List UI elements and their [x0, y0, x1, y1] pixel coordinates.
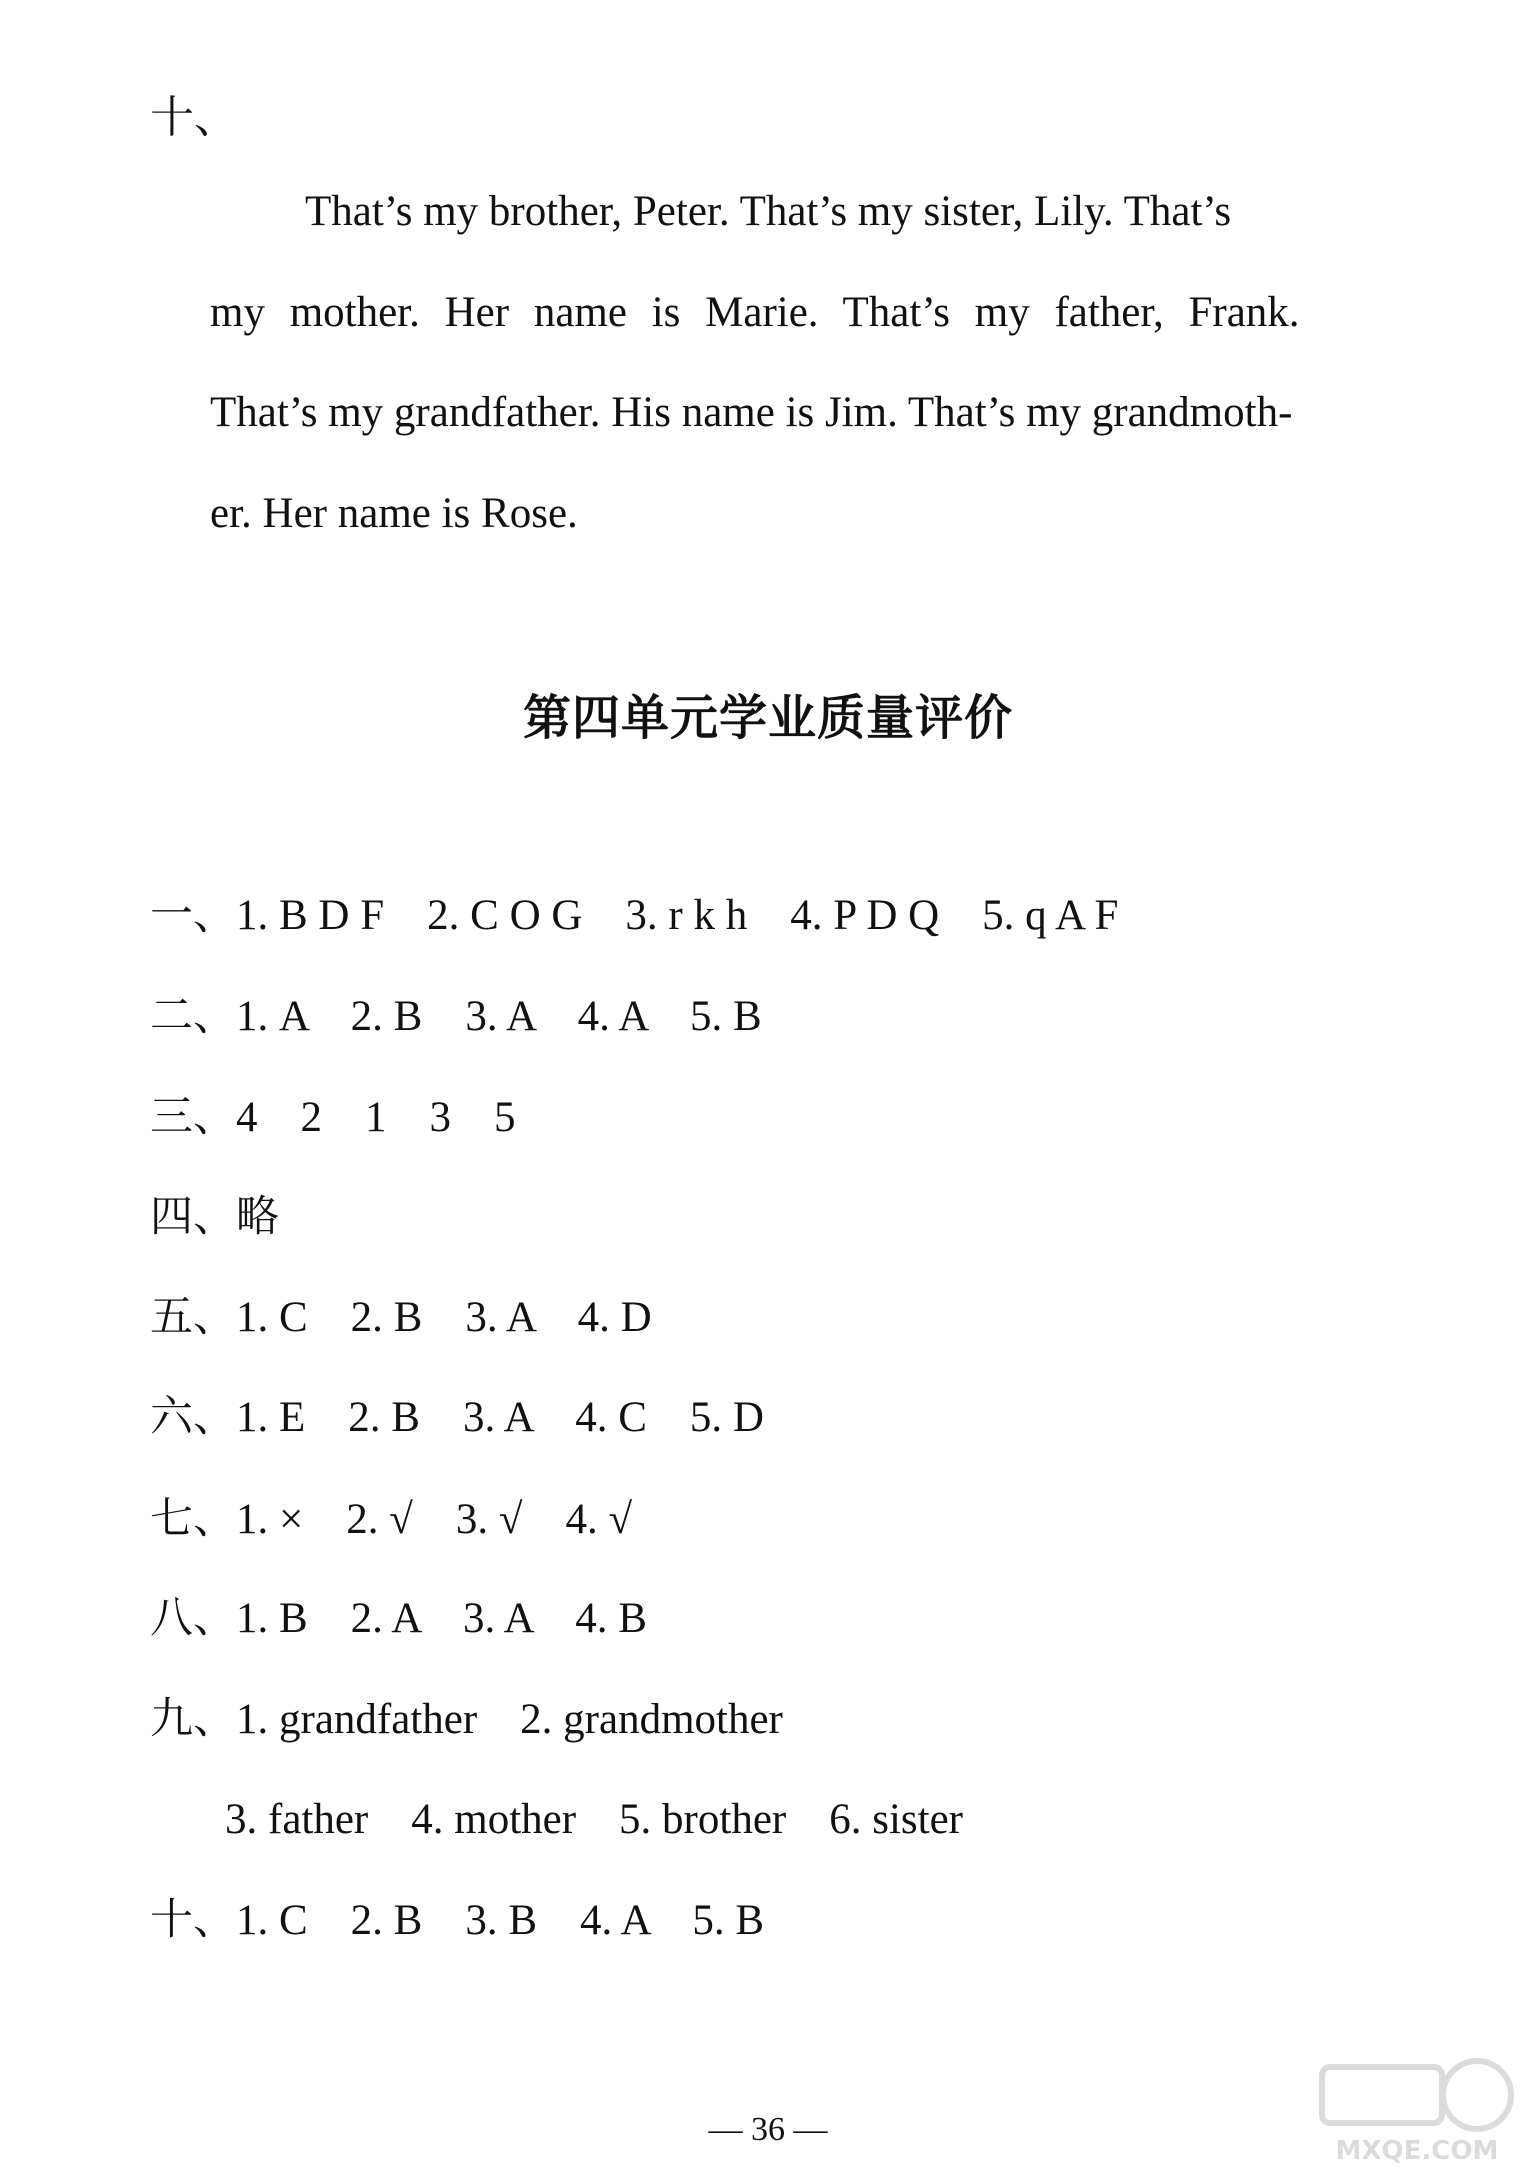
answer-row-6: 六、1. E 2. B 3. A 4. C 5. D [150, 1394, 764, 1441]
answer-row-3: 三、4 2 1 3 5 [150, 1094, 516, 1141]
passage-line-1: That’s my brother, Peter. That’s my sister, Lily. That’s [305, 188, 1232, 235]
section-label-ten: 十、 [150, 93, 238, 142]
answer-row-1: 一、1. B D F 2. C O G 3. r k h 4. P D Q 5. q A F [150, 892, 1119, 939]
answer-row-5: 五、1. C 2. B 3. A 4. D [150, 1294, 652, 1341]
answer-row-7: 七、1. × 2. √ 3. √ 4. √ [150, 1496, 633, 1543]
answer-row-9: 九、1. grandfather 2. grandmother [150, 1696, 783, 1743]
answer-row-2: 二、1. A 2. B 3. A 4. A 5. B [150, 993, 762, 1040]
watermark-logo [1312, 2047, 1522, 2167]
watermark-text: MXQE.COM [1335, 2136, 1499, 2166]
passage-line-4: er. Her name is Rose. [210, 490, 578, 537]
page-number: — 36 — [708, 2111, 828, 2148]
answer-row-10: 十、1. C 2. B 3. B 4. A 5. B [150, 1897, 765, 1944]
unit-heading: 第四单元学业质量评价 [522, 690, 1013, 746]
answer-row-9-continued: 3. father 4. mother 5. brother 6. sister [225, 1796, 963, 1843]
passage-line-2: my mother. Her name is Marie. That’s my father, Frank. [210, 289, 1300, 336]
answer-row-8: 八、1. B 2. A 3. A 4. B [150, 1595, 647, 1642]
answer-row-4: 四、略 [150, 1194, 279, 1241]
passage-line-3: That’s my grandfather. His name is Jim. That’s my grandmoth- [210, 389, 1293, 436]
